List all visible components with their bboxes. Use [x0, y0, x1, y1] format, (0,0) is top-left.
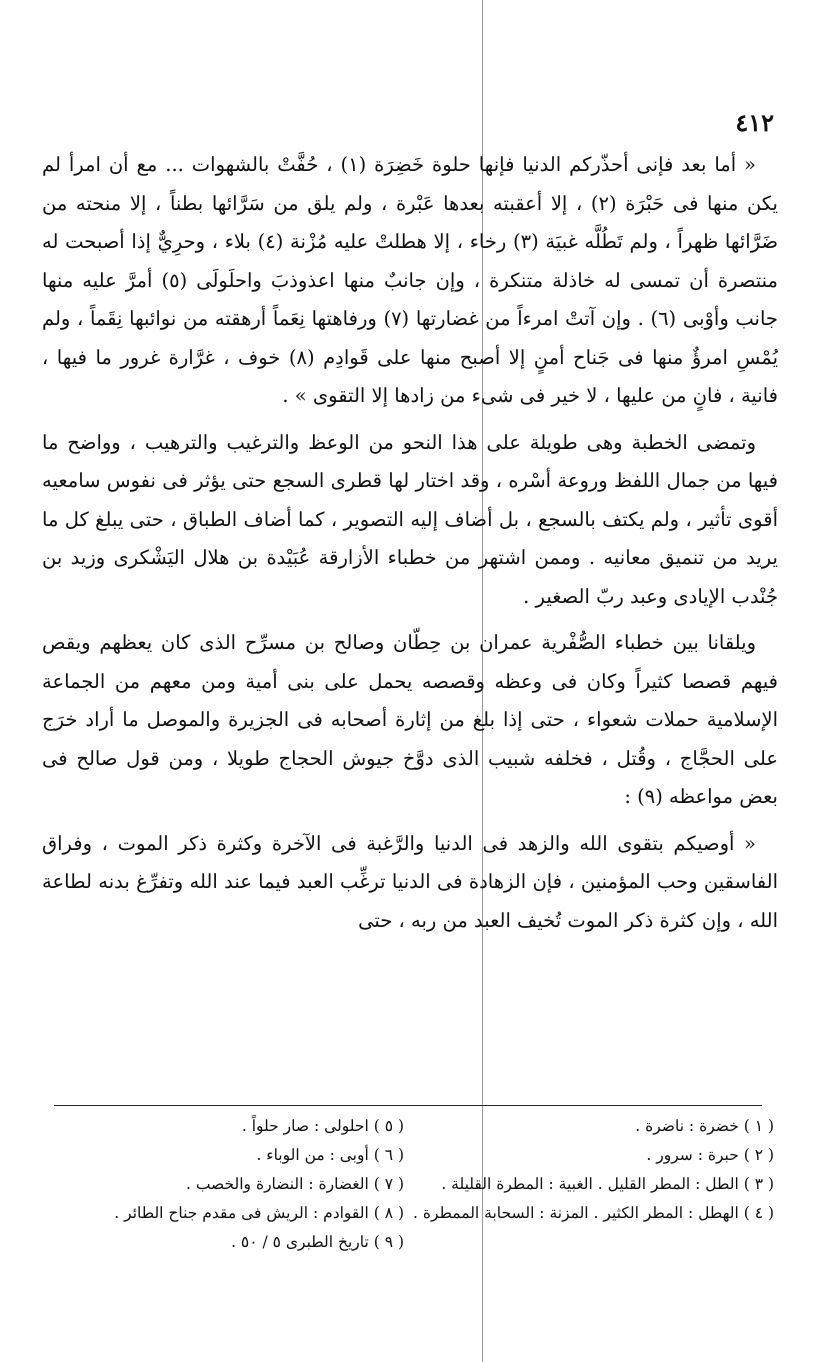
footnote-6: ( ٦ ) أوبى : من الوباء . — [256, 1146, 404, 1164]
paragraph-sermon-quote: « أما بعد فإنى أحذّركم الدنيا فإنها حلوة خَضِرَة (١) ، حُفَّتْ بالشهوات ... مع أن امرأ لم يكن منها فى حَبْرَة (٢) ، إلا أعقبته بعدها عَبْرة ، ولم يلق من سَرَّائها بطناً ، إلا منحته من ضَرَّائها ظهراً ، ولم تَطُلَّه غبيَة (٣) رخاء ، إلا هطلتْ عليه مُزْنة (٤) بلاء ، وحرِيٌّ إذا أصبحت له منتصرة أن تمسى له خاذلة متنكرة ، وإن جانبٌ منها اعذوذبَ واحلَولَى (٥) أمرَّ عليه منها جانب وأوْبى (٦) . وإن آتتْ امرءاً من غضارتها (٧) ورفاهتها نِعَماً أرهقته من نوائبها نِقَماً ، ولم يُمْسِ امرؤٌ منها فى جَناح أمنٍ إلا أصبح منها على قَوادِم (٨) خوف ، غرَّارة غرور ما فيها ، فانية ، فانٍ من عليها ، لا خير فى شىء من زادها إلا التقوى » . — [42, 153, 779, 407]
footnote-4: ( ٤ ) الهطل : المطر الكثير . المزنة : السحابة الممطرة . — [413, 1204, 774, 1222]
paragraph-salih-quote: « أوصيكم بتقوى الله والزهد فى الدنيا والرَّغبة فى الآخرة وكثرة ذكر الموت ، وفراق الفاسقين وحب المؤمنين ، فإن الزهادة فى الدنيا ترغِّب العبد فيما عند الله وتفرِّغ بدنه لطاعة الله ، وإن كثرة ذكر الموت تُخيف العبد من ربه ، حتى — [42, 831, 778, 932]
footnote-9: ( ٩ ) تاريخ الطبرى ٥ / ٥٠ . — [231, 1233, 404, 1251]
footnote-5: ( ٥ ) احلولى : صار حلواً . — [241, 1117, 404, 1135]
page-number: ٤١٢ — [735, 108, 774, 137]
footnotes-right-column — [410, 1112, 780, 1257]
footnote-7: ( ٧ ) الغضارة : النضارة والخصب . — [185, 1175, 404, 1193]
paragraph-commentary: وتمضى الخطبة وهى طويلة على هذا النحو من الوعظ والترغيب والترهيب ، وواضح ما فيها من جمال اللفظ وروعة أسْره ، وقد اختار لها قطرى السجع حتى يؤثر فى نفوس سامعيه أقوى تأثير ، ولم يكتف بالسجع ، بل أضاف إليه التصوير ، كما أضاف الطباق ، حتى يبلغ كل ما يريد من تنميق معانيه . وممن اشتهر من خطباء الأزارقة عُبَيْدة بن هلال اليَشْكرى وزيد بن جُنْدب الإيادى وعبد ربّ الصغير . — [42, 430, 778, 608]
footnote-3: ( ٣ ) الطل : المطر القليل . الغبية : المطرة القليلة . — [441, 1175, 774, 1193]
footnote-1: ( ١ ) خضرة : ناضرة . — [635, 1117, 774, 1135]
paragraph-sufriyya-preachers: ويلقانا بين خطباء الصُّفْرية عمران بن حِطّان وصالح بن مسرِّح الذى كان يعظهم ويقص فيهم قصصا كثيراً وكان فى وعظه وقصصه يحمل على بنى أمية ومن معهم من الجماعة الإسلامية حملات شعواء ، حتى إذا بلغ من إثارة أصحابه فى الجزيرة والموصل ما أراد خرَج على الحجَّاج ، وقُتل ، فخلفه شبيب الذى دوَّخ جيوش الحجاج طويلا ، ومن قول صالح فى بعض مواعظه (٩) : — [42, 631, 778, 808]
footnotes-left-column — [40, 1112, 410, 1257]
footnote-8: ( ٨ ) القوادم : الريش فى مقدم جناح الطائر . — [114, 1204, 404, 1222]
footnote-2: ( ٢ ) حبرة : سرور . — [646, 1146, 774, 1164]
footnotes — [40, 1102, 780, 1257]
main-text-block — [42, 146, 778, 940]
